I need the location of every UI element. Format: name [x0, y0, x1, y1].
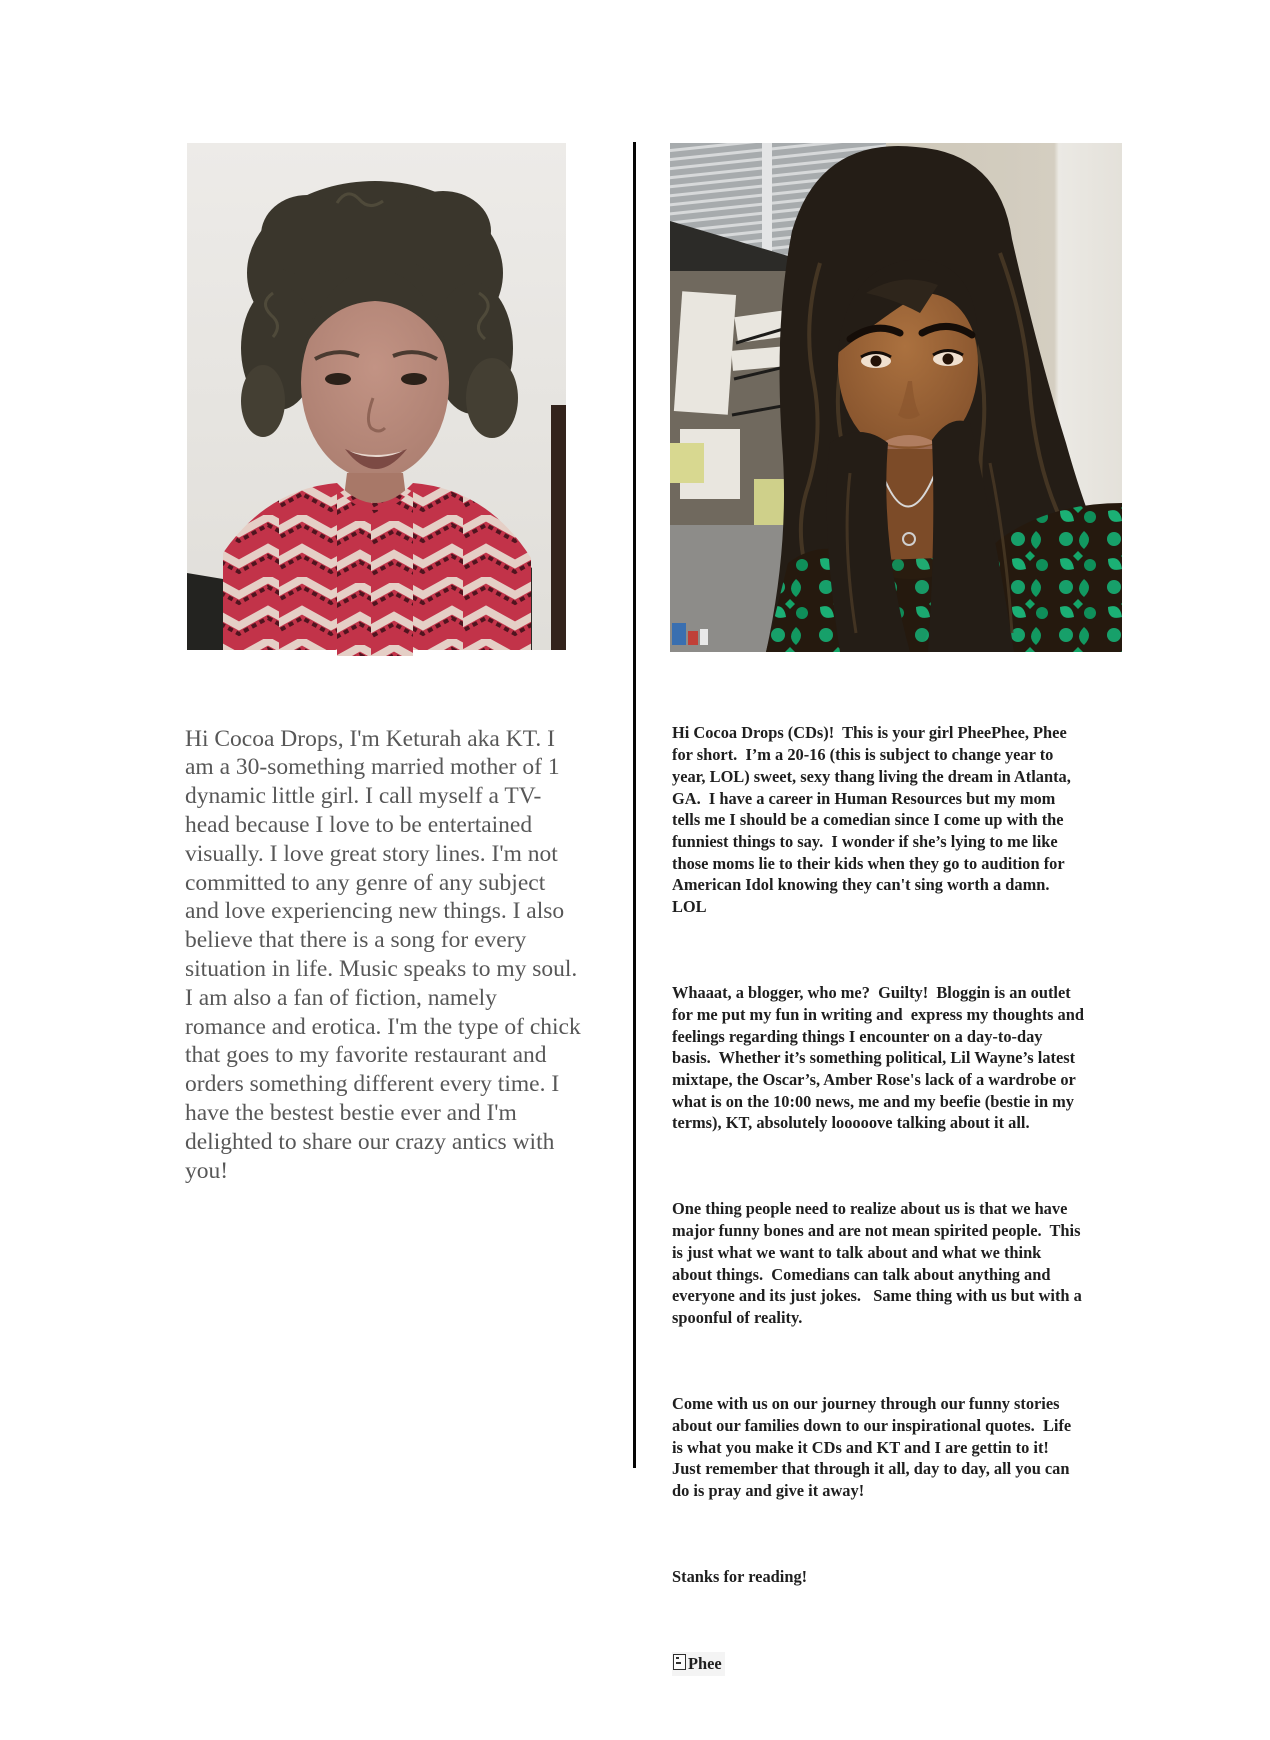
phee-paragraph-4: Come with us on our journey through our funny stories about our families down to our inspirational quotes. Life is what you make it CDs and KT and I are gettin to it! Just remember that through it all, day to day, all you can do is pray and give it away!	[672, 1394, 1076, 1500]
phee-portrait-illustration	[670, 143, 1122, 652]
phee-signature-line	[672, 1652, 1084, 1676]
kt-bio-paragraph: Hi Cocoa Drops, I'm Keturah aka KT. I am a 30-something married mother of 1 dynamic little girl. I call myself a TV-head because I love to be entertained visually. I love great story lines. I'm not committed to any genre of any subject and love experiencing new things. I also believe that there is a song for every situation in life. Music speaks to my soul. I am also a fan of fiction, namely romance and erotica. I'm the type of chick that goes to my favorite restaurant and orders something different every time. I have the bestest bestie ever and I'm delighted to share our crazy antics with you!	[185, 725, 587, 1184]
phee-portrait-photo	[670, 143, 1122, 652]
signature-highlight	[672, 1652, 725, 1676]
phee-paragraph-2: Whaaat, a blogger, who me? Guilty! Bloggin is an outlet for me put my fun in writing and express my thoughts and feelings regarding things I encounter on a day-to-day basis. Whether it’s something political, Lil Wayne’s latest mixtape, the Oscar’s, Amber Rose's lack of a wardrobe or what is on the 10:00 news, me and my beefie (bestie in my terms), KT, absolutely looooove talking about it all.	[672, 983, 1089, 1133]
phee-closing: Stanks for reading!	[672, 1567, 808, 1587]
phee-bio-text	[672, 679, 1089, 1740]
signature-name: Phee	[688, 1654, 722, 1674]
kt-bio-text	[185, 667, 587, 1243]
phee-paragraph-1: Hi Cocoa Drops (CDs)! This is your girl PheePhee, Phee for short. I’m a 20-16 (this is subject to change year to year, LOL) sweet, sexy thang living the dream in Atlanta, GA. I have a career in Human Resources but my mom tells me I should be a comedian since I come up with the funniest things to say. I wonder if she’s lying to me like those moms lie to their kids when they go to audition for American Idol knowing they can't sing worth a damn. LOL	[672, 723, 1075, 917]
kt-portrait-photo	[187, 143, 566, 650]
missing-glyph-icon	[673, 1654, 686, 1670]
phee-paragraph-3: One thing people need to realize about us is that we have major funny bones and are not mean spirited people. This is just what we want to talk about and what we think about things. Comedians can talk about anything and everyone and its just jokes. Same thing with us but with a spoonful of reality.	[672, 1199, 1086, 1327]
column-divider	[633, 142, 636, 1468]
kt-portrait-illustration	[187, 143, 566, 650]
